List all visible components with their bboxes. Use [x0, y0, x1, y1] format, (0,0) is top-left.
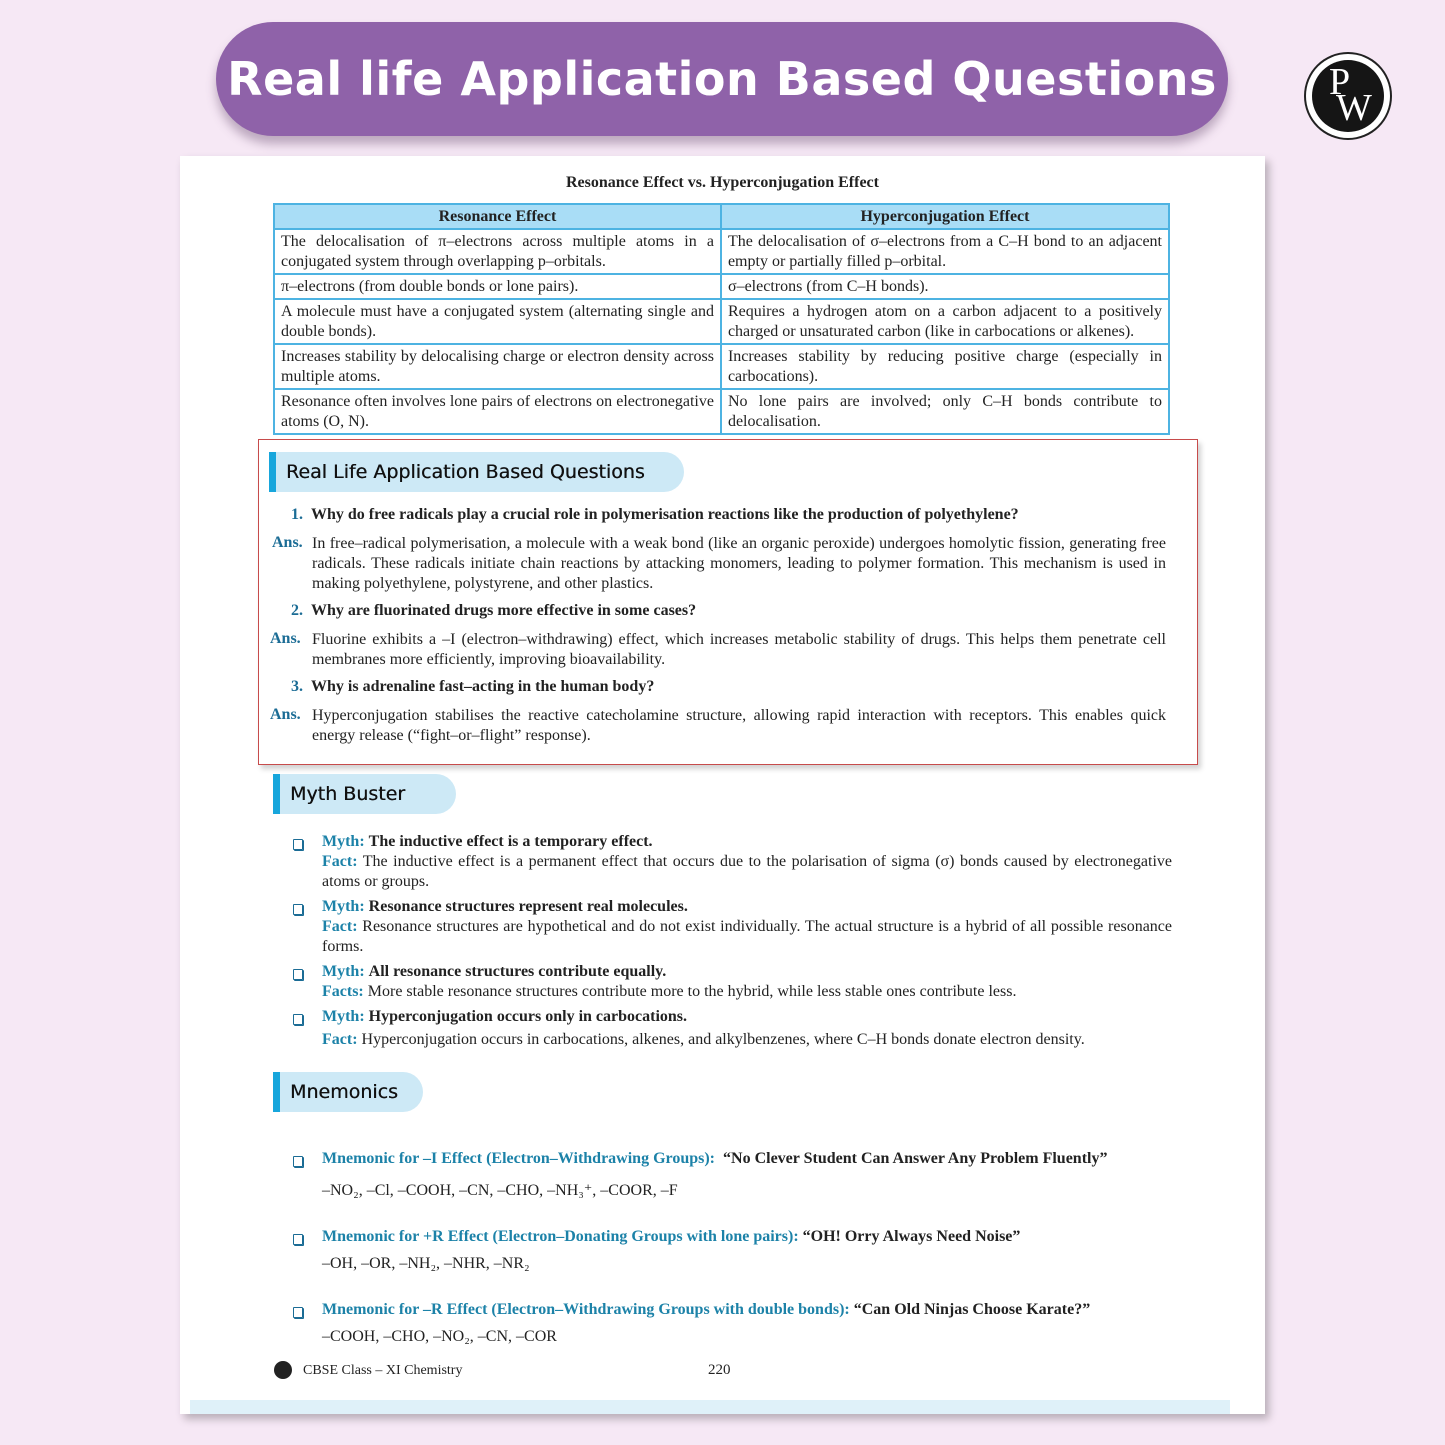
mnemonics-heading: Mnemonics: [273, 1072, 423, 1112]
fact-label: Fact:: [322, 918, 358, 935]
table-row: [274, 229, 1169, 274]
fact-text: Hyperconjugation occurs in carbocations, alkenes, and alkylbenzenes, where C–H bonds donate electron density.: [361, 1031, 1085, 1048]
qa-box: [258, 439, 1198, 765]
fact-text: Resonance structures are hypothetical and do not exist individually. The actual structure is a hybrid of all possible resonance forms.: [322, 918, 1172, 955]
checkbox-bullet-icon: [293, 1307, 303, 1318]
mnemonic-phrase: “Can Old Ninjas Choose Karate?”: [853, 1301, 1091, 1318]
footer-book-title: CBSE Class – XI Chemistry: [303, 1363, 463, 1378]
fact-item: [322, 917, 1172, 957]
table-header: Resonance Effect: [274, 204, 721, 229]
table-cell: Increases stability by delocalising charge or electron density across multiple atoms.: [274, 344, 721, 389]
pw-logo-p: P: [1329, 61, 1351, 103]
table-cell: σ–electrons (from C–H bonds).: [721, 274, 1169, 299]
book-page: [180, 156, 1265, 1414]
question-text: Why do free radicals play a crucial role in polymerisation reactions like the production of polyethylene?: [311, 506, 1019, 523]
checkbox-bullet-icon: [293, 1156, 303, 1167]
table-header: Hyperconjugation Effect: [721, 204, 1169, 229]
page-bottom-bar: [190, 1400, 1230, 1414]
fact-text: The inductive effect is a permanent effect that occurs due to the polarisation of sigma (σ) bonds caused by electronegative atoms or groups.: [322, 853, 1172, 890]
table-title: Resonance Effect vs. Hyperconjugation Effect: [566, 174, 879, 191]
table-cell: Requires a hydrogen atom on a carbon adjacent to a positively charged or unsaturated carbon (like in carbocations or alkenes).: [721, 299, 1169, 344]
pw-logo-w: W: [1336, 87, 1372, 129]
answer-label: Ans.: [270, 630, 301, 647]
table-row: [274, 274, 1169, 299]
mnemonic-phrase: “No Clever Student Can Answer Any Problem Fluently”: [723, 1150, 1108, 1167]
mnemonic-item: [322, 1227, 1182, 1247]
answer-text: Fluorine exhibits a –I (electron–withdrawing) effect, which increases metabolic stability of drugs. This helps them penetrate cell membranes more efficiently, improving bioavailability.: [312, 631, 1166, 668]
table-cell: π–electrons (from double bonds or lone pairs).: [274, 274, 721, 299]
myth-text: Resonance structures represent real molecules.: [368, 898, 688, 915]
mnemonic-groups: –OH, –OR, –NH₂, –NHR, –NR₂: [322, 1255, 530, 1272]
question: [281, 678, 1181, 696]
myth-item: [322, 962, 1172, 982]
banner-title: Real life Application Based Questions: [227, 52, 1217, 106]
comparison-table: [273, 203, 1170, 435]
myth-item: [322, 897, 1172, 917]
mnemonic-label: Mnemonic for –R Effect (Electron–Withdrawing Groups with double bonds):: [322, 1301, 850, 1318]
checkbox-bullet-icon: [293, 1234, 303, 1245]
mnemonic-item: [322, 1149, 1182, 1169]
answer-text: In free–radical polymerisation, a molecule with a weak bond (like an organic peroxide) undergoes homolytic fission, generating free radicals. These radicals initiate chain reactions by attacking monomers, leading to polymer formation. This mechanism is used in making polyethylene, polystyrene, and other plastics.: [312, 535, 1166, 592]
table-header-row: [274, 204, 1169, 229]
fact-item: [322, 982, 1172, 1002]
pw-logo: [1306, 54, 1390, 138]
fact-item: [322, 1030, 1172, 1050]
table-row: [274, 344, 1169, 389]
myth-label: Myth:: [322, 898, 365, 915]
mnemonic-label: Mnemonic for –I Effect (Electron–Withdrawing Groups):: [322, 1150, 716, 1167]
mnemonic-groups: –COOH, –CHO, –NO₂, –CN, –COR: [322, 1328, 557, 1345]
myth-label: Myth:: [322, 963, 365, 980]
checkbox-bullet-icon: [293, 969, 303, 980]
answer-label: Ans.: [270, 706, 301, 723]
fact-label: Fact:: [322, 853, 358, 870]
checkbox-bullet-icon: [293, 1014, 303, 1025]
myth-item: [322, 1007, 1172, 1027]
myth-heading: Myth Buster: [273, 774, 456, 814]
myth-text: The inductive effect is a temporary effect.: [368, 833, 653, 850]
mnemonic-item: [322, 1300, 1182, 1320]
checkbox-bullet-icon: [293, 904, 303, 915]
page-number: 220: [708, 1362, 731, 1378]
myth-label: Myth:: [322, 1008, 365, 1025]
table-cell: Increases stability by reducing positive charge (especially in carbocations).: [721, 344, 1169, 389]
fact-label: Facts:: [322, 983, 364, 1000]
question: [281, 602, 1181, 620]
myth-label: Myth:: [322, 833, 365, 850]
fact-label: Fact:: [322, 1031, 358, 1048]
question-number: 1.: [291, 506, 303, 523]
mnemonic-label: Mnemonic for +R Effect (Electron–Donating Groups with lone pairs):: [322, 1228, 799, 1245]
answer-label: Ans.: [272, 534, 303, 551]
mnemonic-phrase: “OH! Orry Always Need Noise”: [802, 1228, 1021, 1245]
fact-text: More stable resonance structures contribute more to the hybrid, while less stable ones contribute less.: [367, 983, 1017, 1000]
pw-logo-mark: [1312, 60, 1384, 132]
question-text: Why is adrenaline fast–acting in the human body?: [311, 678, 655, 695]
footer-logo-icon: [274, 1361, 292, 1379]
myth-text: Hyperconjugation occurs only in carbocations.: [368, 1008, 688, 1025]
table-cell: A molecule must have a conjugated system (alternating single and double bonds).: [274, 299, 721, 344]
question-number: 3.: [291, 678, 303, 695]
myth-item: [322, 832, 1172, 852]
fact-item: [322, 852, 1172, 892]
myth-text: All resonance structures contribute equally.: [368, 963, 667, 980]
question-text: Why are fluorinated drugs more effective in some cases?: [311, 602, 697, 619]
table-cell: No lone pairs are involved; only C–H bonds contribute to delocalisation.: [721, 389, 1169, 434]
mnemonic-groups: –NO₂, –Cl, –COOH, –CN, –CHO, –NH₃⁺, –COOR, –F: [322, 1182, 678, 1199]
table-cell: The delocalisation of π–electrons across multiple atoms in a conjugated system through overlapping p–orbitals.: [274, 229, 721, 274]
qa-heading: Real Life Application Based Questions: [269, 452, 684, 492]
question-number: 2.: [291, 602, 303, 619]
table-row: [274, 299, 1169, 344]
table-cell: Resonance often involves lone pairs of electrons on electronegative atoms (O, N).: [274, 389, 721, 434]
answer-text: Hyperconjugation stabilises the reactive catecholamine structure, allowing rapid interaction with receptors. This enables quick energy release (“fight–or–flight” response).: [312, 707, 1166, 744]
title-banner: [216, 22, 1228, 136]
table-cell: The delocalisation of σ–electrons from a C–H bond to an adjacent empty or partially filled p–orbital.: [721, 229, 1169, 274]
table-row: [274, 389, 1169, 434]
checkbox-bullet-icon: [293, 839, 303, 850]
question: [281, 506, 1181, 524]
